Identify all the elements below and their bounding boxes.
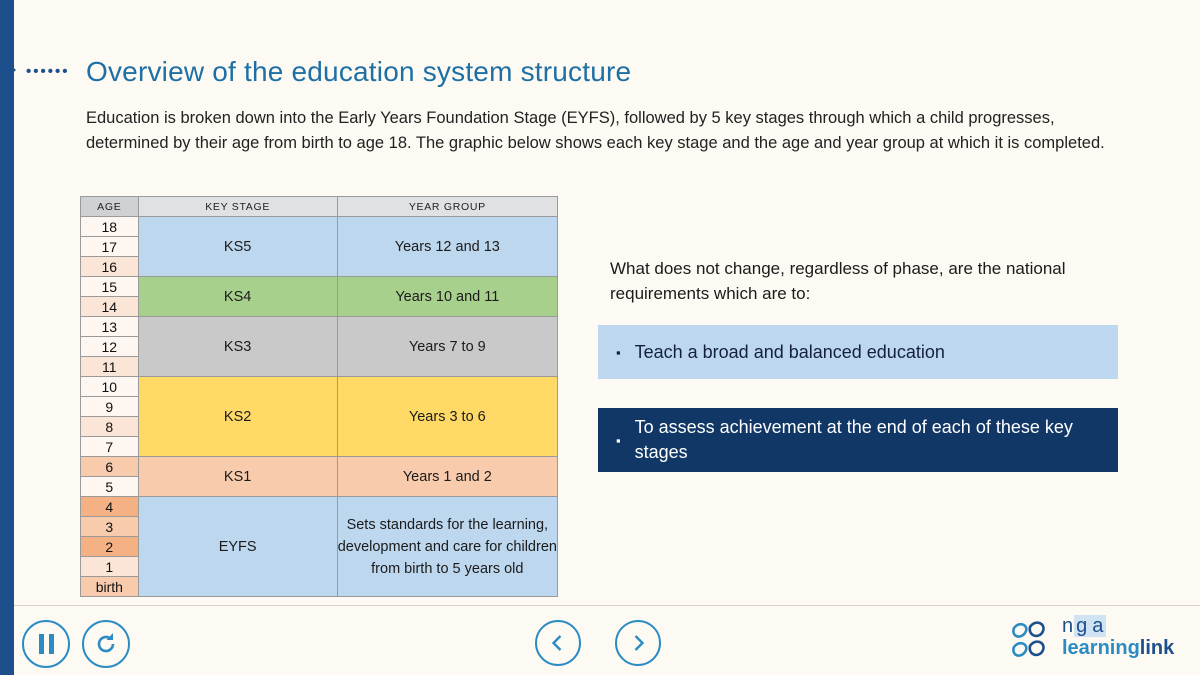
age-cell: 15: [81, 277, 139, 297]
age-cell: birth: [81, 577, 139, 597]
age-cell: 12: [81, 337, 139, 357]
page-title: Overview of the education system structure: [86, 56, 632, 87]
logo-link: link: [1139, 637, 1175, 659]
year-cell-ks5: Years 12 and 13: [337, 217, 557, 277]
age-cell: 6: [81, 457, 139, 477]
age-cell: 16: [81, 257, 139, 277]
chevron-left-icon: [548, 633, 568, 653]
stage-cell-ks3: KS3: [138, 317, 337, 377]
age-cell: 7: [81, 437, 139, 457]
table-row: [81, 497, 558, 517]
age-cell: 9: [81, 397, 139, 417]
age-cell: 2: [81, 537, 139, 557]
logo-line-nga: [1062, 616, 1174, 636]
year-cell-ks1: Years 1 and 2: [337, 457, 557, 497]
header-year-group: YEAR GROUP: [337, 197, 557, 217]
stage-cell-ks4: KS4: [138, 277, 337, 317]
next-button[interactable]: [615, 620, 661, 666]
age-cell: 1: [81, 557, 139, 577]
table-row: [81, 377, 558, 397]
table-row: [81, 277, 558, 297]
left-arrow-marker: [0, 56, 16, 84]
callout-assess-achievement: [598, 408, 1118, 472]
table-header-row: [81, 197, 558, 217]
header-key-stage: KEY STAGE: [138, 197, 337, 217]
age-cell: 13: [81, 317, 139, 337]
age-cell: 18: [81, 217, 139, 237]
logo-g: g: [1076, 615, 1089, 637]
dotted-line-decoration: ••••••: [26, 63, 70, 80]
logo-a: a: [1092, 615, 1105, 637]
header-age: AGE: [81, 197, 139, 217]
age-cell: 5: [81, 477, 139, 497]
age-cell: 10: [81, 377, 139, 397]
footer-divider: [14, 605, 1200, 606]
logo-wordmark: [1062, 616, 1174, 658]
callout-broad-balanced: [598, 325, 1118, 379]
table-row: [81, 317, 558, 337]
replay-button[interactable]: [82, 620, 130, 668]
key-stage-table: [80, 196, 558, 597]
year-cell-eyfs: Sets standards for the learning, development and care for children from birth to 5 years old: [337, 497, 557, 597]
left-edge-bar: [0, 0, 14, 675]
logo-learning: learning: [1062, 637, 1140, 659]
table-row: [81, 457, 558, 477]
pause-button[interactable]: [22, 620, 70, 668]
year-cell-ks2: Years 3 to 6: [337, 377, 557, 457]
callout-text: To assess achievement at the end of each of these key stages: [634, 417, 1073, 462]
intro-paragraph: Education is broken down into the Early Years Foundation Stage (EYFS), followed by 5 key stages through which a child progresses, determined by their age from birth to age 18. The graphic below shows each key stage and the age and year group at which it is completed.: [86, 109, 1105, 152]
year-cell-ks4: Years 10 and 11: [337, 277, 557, 317]
ngalearninglink-logo: [1008, 614, 1174, 660]
previous-button[interactable]: [535, 620, 581, 666]
age-cell: 17: [81, 237, 139, 257]
replay-icon: [93, 631, 119, 657]
age-cell: 3: [81, 517, 139, 537]
chevron-right-icon: [628, 633, 648, 653]
age-cell: 11: [81, 357, 139, 377]
age-cell: 14: [81, 297, 139, 317]
pause-icon: [39, 634, 54, 654]
table-row: [81, 217, 558, 237]
logo-line-learninglink: [1062, 638, 1174, 658]
stage-cell-ks1: KS1: [138, 457, 337, 497]
stage-cell-eyfs: EYFS: [138, 497, 337, 597]
logo-n: n: [1062, 615, 1075, 637]
bullet-icon: ▪: [616, 432, 621, 448]
infinity-loops-icon: [1008, 614, 1054, 660]
year-cell-ks3: Years 7 to 9: [337, 317, 557, 377]
bullet-icon: ▪: [616, 344, 621, 360]
callout-text: Teach a broad and balanced education: [634, 341, 945, 362]
age-cell: 4: [81, 497, 139, 517]
requirements-lead-text: What does not change, regardless of phase, are the national requirements which are to:: [610, 259, 1066, 303]
stage-cell-ks2: KS2: [138, 377, 337, 457]
stage-cell-ks5: KS5: [138, 217, 337, 277]
age-cell: 8: [81, 417, 139, 437]
